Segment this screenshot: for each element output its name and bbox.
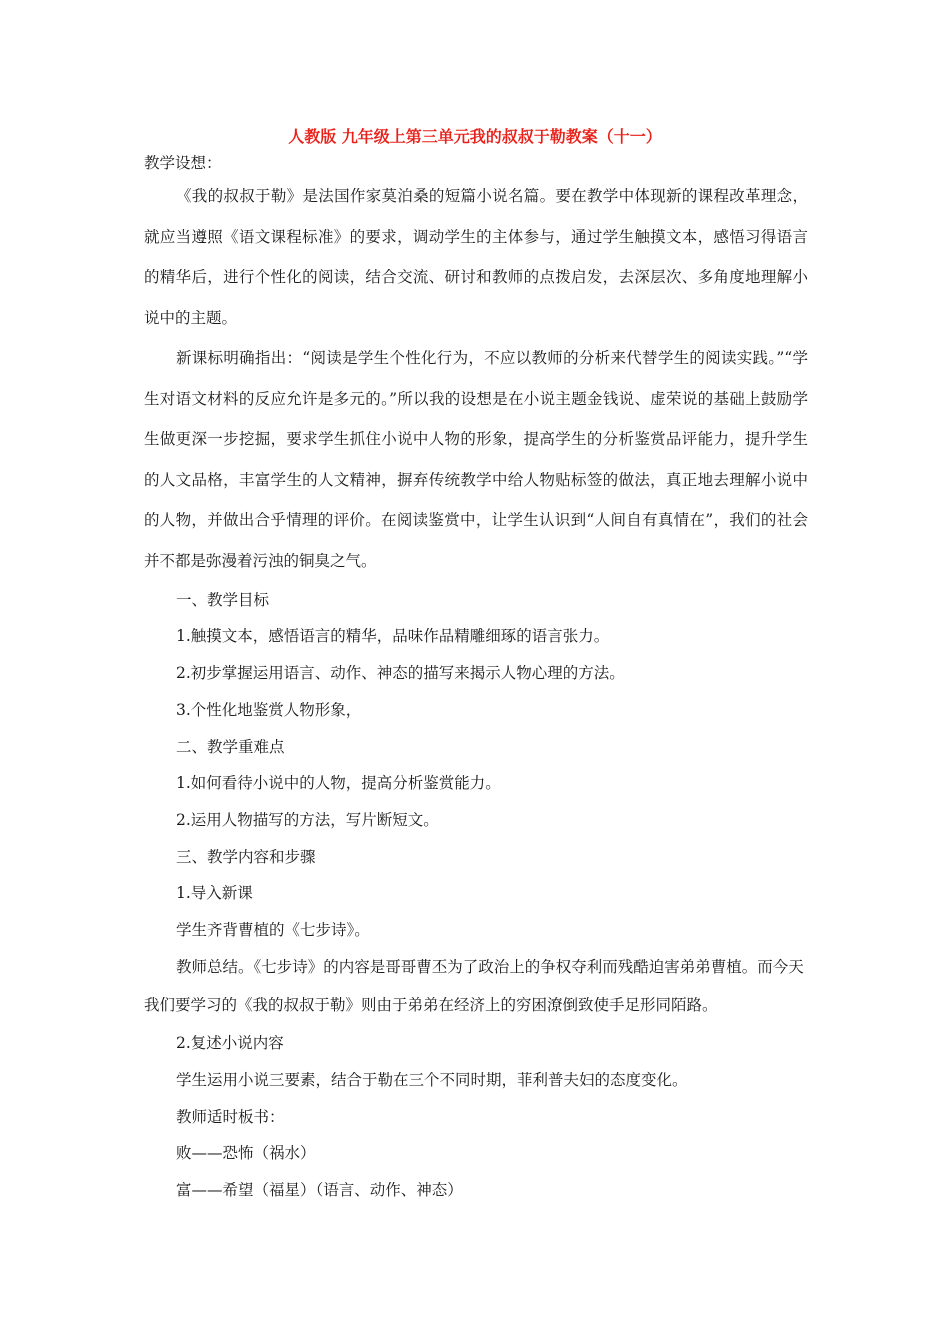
goal-heading: 一、教学目标 <box>176 591 270 609</box>
paragraph-teacher-summary: 教师总结。《七步诗》的内容是哥哥曹丕为了政治上的争权夺利而残酷迫害弟弟曹植。而今天我们要学习的《我的叔叔于勒》则由于弟弟在经济上的穷困潦倒致使手足形同陌路。 <box>144 958 804 1014</box>
paragraph-curriculum: 新课标明确指出：“阅读是学生个性化行为，不应以教师的分析来代替学生的阅读实践。”“学生对语文材料的反应允许是多元的。”所以我的设想是在小说主题金钱说、虚荣说的基础上鼓励学生做更深一步挖掘，要求学生抓住小说中人物的形象，提高学生的分析鉴赏品评能力，提升学生的人文品格，丰富学生的人文精神，摒弃传统教学中给人物贴标签的做法，真正地去理解小说中的人物，并做出合乎情理的评价。在阅读鉴赏中，让学生认识到“人间自有真情在”，我们的社会并不都是弥漫着污浊的铜臭之气。 <box>144 349 808 570</box>
steps-heading: 三、教学内容和步骤 <box>176 848 316 866</box>
board-item-1: 败——恐怖（祸水） <box>176 1144 316 1162</box>
step-1-heading: 1.导入新课 <box>176 884 253 902</box>
key-heading: 二、教学重难点 <box>176 738 285 756</box>
step-2-text: 学生运用小说三要素，结合于勒在三个不同时期，菲利普夫妇的态度变化。 <box>176 1071 688 1089</box>
step-2-heading: 2.复述小说内容 <box>176 1034 284 1052</box>
step-1-text: 学生齐背曹植的《七步诗》。 <box>176 921 370 939</box>
board-heading: 教师适时板书： <box>176 1108 285 1126</box>
goal-item-1: 1.触摸文本，感悟语言的精华，品味作品精雕细琢的语言张力。 <box>176 627 610 645</box>
goal-item-2: 2.初步掌握运用语言、动作、神态的描写来揭示人物心理的方法。 <box>176 664 625 682</box>
board-item-2: 富——希望（福星）（语言、动作、神态） <box>176 1181 463 1199</box>
key-item-2: 2.运用人物描写的方法，写片断短文。 <box>176 811 439 829</box>
section-heading-design: 教学设想： <box>144 154 222 172</box>
goal-item-3: 3.个性化地鉴赏人物形象， <box>176 701 362 719</box>
document-title: 人教版 九年级上第三单元我的叔叔于勒教案（十一） <box>288 127 662 146</box>
key-item-1: 1.如何看待小说中的人物，提高分析鉴赏能力。 <box>176 774 501 792</box>
paragraph-intro: 《我的叔叔于勒》是法国作家莫泊桑的短篇小说名篇。要在教学中体现新的课程改革理念，就应当遵照《语文课程标准》的要求，调动学生的主体参与，通过学生触摸文本，感悟习得语言的精华后，进行个性化的阅读，结合交流、研讨和教师的点拨启发，去深层次、多角度地理解小说中的主题。 <box>144 187 808 327</box>
